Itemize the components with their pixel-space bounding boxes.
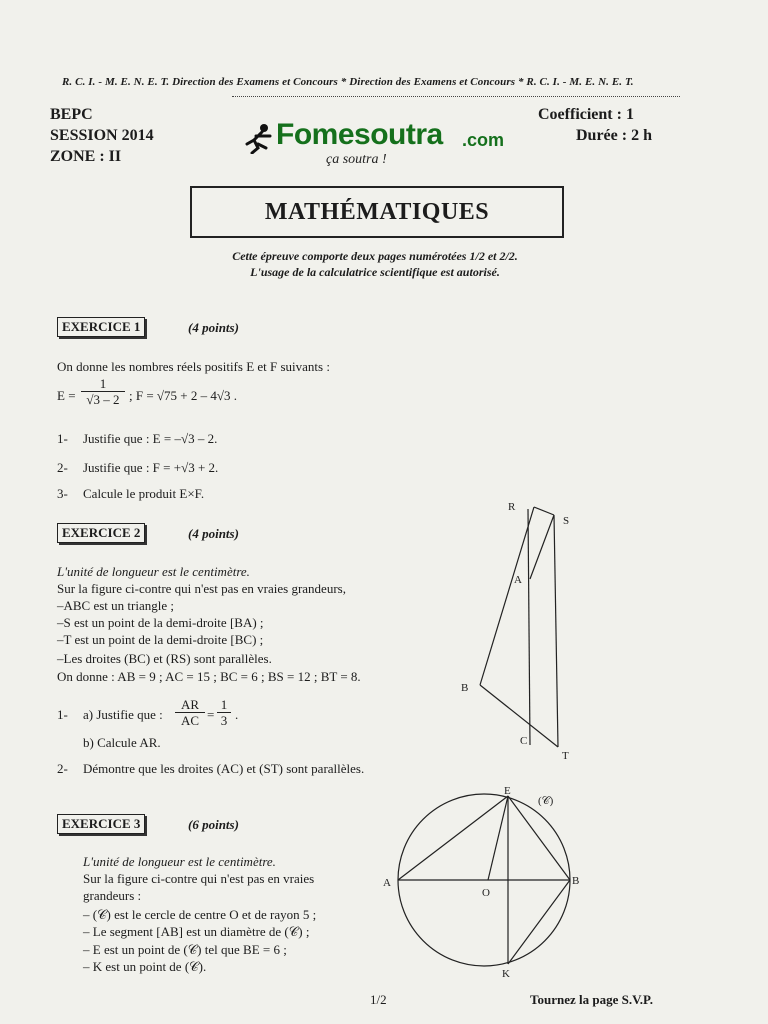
ex3-line-1: Sur la figure ci-contre qui n'est pas en vraies (83, 871, 315, 886)
label-O: O (482, 887, 490, 899)
exercise-1-points: (4 points) (188, 320, 239, 335)
ex1-question-2: 2- Justifie que : F = +√3 + 2. (57, 460, 219, 475)
ex2-line-4: –T est un point de la demi-droite [BC) ; (57, 632, 264, 647)
coefficient: Coefficient : 1 (538, 106, 634, 123)
ex1-question-3: 3- Calcule le produit E×F. (57, 486, 205, 501)
exercise-3-points: (6 points) (188, 817, 239, 832)
logo-tagline: ça soutra ! (326, 152, 387, 167)
label-C: C (520, 735, 528, 747)
f-definition: ; F = √75 + 2 – 4√3 . (129, 388, 238, 403)
exercise-2-label: EXERCICE 2 (57, 523, 145, 543)
ex3-line-6: – K est un point de (𝒞). (83, 959, 207, 974)
label-B: B (461, 682, 469, 694)
exam-meta (538, 104, 652, 146)
ex2-unit: L'unité de longueur est le centimètre. (57, 564, 250, 579)
site-logo (244, 118, 514, 176)
e-lhs: E = (57, 388, 76, 403)
ex2-line-2: –ABC est un triangle ; (57, 598, 174, 613)
ex1-question-1: 1- Justifie que : E = –√3 – 2. (57, 431, 218, 446)
label-S: S (563, 515, 570, 527)
ex2-line-3: –S est un point de la demi-droite [BA) ; (57, 615, 264, 630)
ex2-question-1a: 1- a) Justifie que : AR AC = 1 3 . (57, 697, 239, 728)
label-A3: A (383, 877, 391, 889)
exam-session: SESSION 2014 (50, 127, 154, 144)
label-K: K (502, 968, 510, 980)
ex2-line-5: –Les droites (BC) et (RS) sont parallèles. (57, 651, 272, 666)
exam-name: BEPC (50, 106, 93, 123)
exercise-3-label: EXERCICE 3 (57, 814, 145, 834)
ex2-line-6: On donne : AB = 9 ; AC = 15 ; BC = 6 ; BS = 12 ; BT = 8. (57, 669, 361, 684)
e-numerator: 1 (81, 377, 125, 392)
runner-icon (244, 122, 274, 154)
exam-zone: ZONE : II (50, 148, 122, 165)
logo-suffix: .com (462, 130, 505, 150)
ex3-unit: L'unité de longueur est le centimètre. (83, 854, 276, 869)
e-fraction (81, 377, 125, 408)
exercise-2-points: (4 points) (188, 526, 239, 541)
ex3-line-4: – Le segment [AB] est un diamètre de (𝒞) ; (83, 924, 310, 939)
label-circle: (𝒞) (538, 795, 554, 807)
triangle-figure (450, 495, 590, 765)
ex2-line-1: Sur la figure ci-contre qui n'est pas en vraies grandeurs, (57, 581, 346, 596)
label-A: A (514, 574, 522, 586)
exercise-1-intro: On donne les nombres réels positifs E et F suivants : (57, 359, 330, 374)
header-rule (232, 96, 680, 97)
page-number: 1/2 (370, 992, 387, 1007)
duration: Durée : 2 h (576, 127, 652, 144)
circle-figure (378, 782, 598, 982)
exam-info (50, 104, 154, 167)
label-B3: B (572, 875, 580, 887)
ex3-line-5: – E est un point de (𝒞) tel que BE = 6 ; (83, 942, 287, 957)
exercise-1-label: EXERCICE 1 (57, 317, 145, 337)
header-line: R. C. I. - M. E. N. E. T. Direction des Examens et Concours * Direction des Examens et Concours * R. C. I. - M. E. N. E. T. (62, 76, 634, 88)
page-title: MATHÉMATIQUES (190, 186, 564, 238)
ex2-question-2: 2- Démontre que les droites (AC) et (ST) sont parallèles. (57, 761, 365, 776)
turn-page-note: Tournez la page S.V.P. (530, 992, 654, 1007)
logo-word: Fomesoutra (276, 118, 443, 151)
intro-line-1: Cette épreuve comporte deux pages numérotées 1/2 et 2/2. (232, 249, 518, 263)
ex3-line-3: – (𝒞) est le cercle de centre O et de rayon 5 ; (83, 907, 317, 922)
label-R: R (508, 501, 516, 513)
label-E: E (504, 785, 511, 797)
ex3-line-2: grandeurs : (83, 888, 142, 903)
label-T: T (562, 750, 569, 762)
intro-line-2: L'usage de la calculatrice scientifique est autorisé. (250, 265, 500, 279)
fraction-ar-ac: AR AC (175, 698, 205, 729)
fraction-one-third: 1 3 (217, 698, 231, 729)
ex2-question-1b: b) Calcule AR. (83, 735, 161, 750)
e-denominator: √3 – 2 (86, 392, 120, 407)
